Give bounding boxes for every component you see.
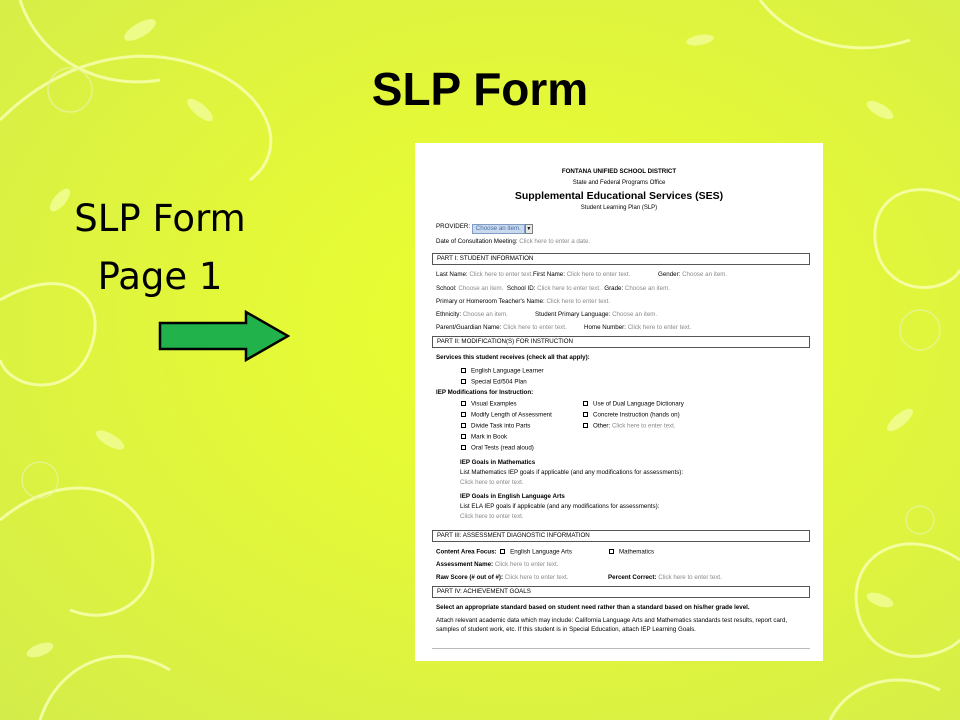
side-label [60,190,260,306]
slide-title: SLP Form [371,63,589,115]
goals-attach-line2: samples of student work, etc. If this student is in Special Education, attach IEP Learning Goals. [436,626,696,633]
parent-field[interactable]: Click here to enter text. [503,324,567,331]
mod-length-row: Modify Length of Assessment [461,412,552,419]
percent-field[interactable]: Click here to enter text. [658,574,722,581]
form-district: FONTANA UNIFIED SCHOOL DISTRICT [561,168,677,175]
form-bottom-rule [432,648,810,649]
form-program: Supplemental Educational Services (SES) [514,190,724,202]
school-id-field[interactable]: Click here to enter text. [537,285,601,292]
school-row: School: Choose an item. School ID: Click here to enter text. Grade: Choose an item. [436,285,670,292]
mod-divide-row: Divide Task into Parts [461,423,530,430]
teacher-row: Primary or Homeroom Teacher's Name: Click here to enter text. [436,298,611,305]
home-field[interactable]: Click here to enter text. [627,324,692,331]
consult-date-field[interactable]: Click here to enter a date. [519,238,591,245]
checkbox[interactable] [500,549,505,554]
raw-row: Raw Score (# out of #): Click here to enter text. [436,574,569,581]
raw-score-field[interactable]: Click here to enter text. [504,574,569,581]
ethnicity-field[interactable]: Choose an item. [462,311,508,318]
dropdown-arrow-icon[interactable]: ▼ [526,226,532,232]
content-math-row: Mathematics [609,549,654,556]
services-label: Services this student receives (check all that apply): [436,354,590,361]
checkbox[interactable] [461,445,466,450]
pct-row: Percent Correct: Click here to enter text. [608,574,722,581]
provider-dropdown[interactable]: Choose an item. [472,224,525,234]
section-part4: PART IV: ACHIEVEMENT GOALS [432,586,810,598]
side-label-line2: Page 1 [97,255,223,298]
language-field[interactable]: Choose an item. [612,311,658,318]
checkbox[interactable] [461,423,466,428]
checkbox[interactable] [583,401,588,406]
mod-other-field[interactable]: Click here to enter text. [611,422,676,430]
language-row: Student Primary Language: Choose an item. [535,311,658,318]
goals-instruction: Select an appropriate standard based on student need rather than a standard based on his/her grade level. [436,604,750,611]
section-part2: PART II: MODIFICATION(S) FOR INSTRUCTION [432,336,810,348]
teacher-field[interactable]: Click here to enter text. [546,298,611,305]
gender-row: Gender: Choose an item. [658,271,728,278]
mod-oral-row: Oral Tests (read aloud) [461,445,534,452]
name-row: Last Name: Click here to enter text.First Name: Click here to enter text. [436,271,631,278]
ela-goals-field[interactable]: Click here to enter text. [460,513,524,520]
checkbox[interactable] [461,434,466,439]
gender-field[interactable]: Choose an item. [682,271,728,278]
first-name-field[interactable]: Click here to enter text. [566,271,631,278]
form-office: State and Federal Programs Office [572,180,666,186]
side-label-line1: SLP Form [74,197,246,240]
form-plan: Student Learning Plan (SLP) [580,205,658,211]
mod-visual-row: Visual Examples [461,401,517,408]
math-goals-label: IEP Goals in Mathematics [460,459,536,466]
mod-dict-row: Use of Dual Language Dictionary [583,401,684,408]
ela-goals-label: IEP Goals in English Language Arts [460,493,565,500]
checkbox[interactable] [583,423,588,428]
home-row: Home Number: Click here to enter text. [584,324,692,331]
school-field[interactable]: Choose an item. [458,285,504,292]
consult-row: Date of Consultation Meeting: Click here to enter a date. [436,238,591,245]
svc-sped-row: Special Ed/504 Plan [461,379,527,386]
checkbox[interactable] [461,412,466,417]
checkbox[interactable] [583,412,588,417]
mod-concrete-row: Concrete Instruction (hands on) [583,412,680,419]
assess-row: Assessment Name: Click here to enter text. [436,561,559,568]
goals-attach-line1: Attach relevant academic data which may include: California Language Arts and Mathematics standards test results, report card, [436,617,788,624]
mod-other-row: Other: Click here to enter text. [583,423,676,430]
checkbox[interactable] [461,401,466,406]
last-name-field[interactable]: Click here to enter text. [469,271,533,278]
grade-field[interactable]: Choose an item. [624,285,670,292]
iep-mod-label: IEP Modifications for Instruction: [436,389,534,396]
math-goals-desc: List Mathematics IEP goals if applicable (and any modifications for assessments): [460,469,684,476]
provider-row: PROVIDER: Choose an item. ▼ [436,223,532,232]
section-part1: PART I: STUDENT INFORMATION [432,253,810,265]
checkbox[interactable] [461,368,466,373]
content-row: Content Area Focus: English Language Arts [436,548,572,556]
right-arrow-icon [158,310,290,362]
ethnicity-row: Ethnicity: Choose an item. [436,311,508,318]
ela-goals-desc: List ELA IEP goals if applicable (and any modifications for assessments): [460,503,660,510]
parent-row: Parent/Guardian Name: Click here to enter text. [436,324,567,331]
mod-mark-row: Mark in Book [461,434,507,441]
section-part3: PART III: ASSESSMENT DIAGNOSTIC INFORMATION [432,530,810,542]
svc-ell-row: English Language Learner [461,368,544,375]
math-goals-field[interactable]: Click here to enter text. [460,479,524,486]
checkbox[interactable] [609,549,614,554]
slp-form-document [415,143,823,661]
checkbox[interactable] [461,379,466,384]
assess-field[interactable]: Click here to enter text. [494,561,559,568]
